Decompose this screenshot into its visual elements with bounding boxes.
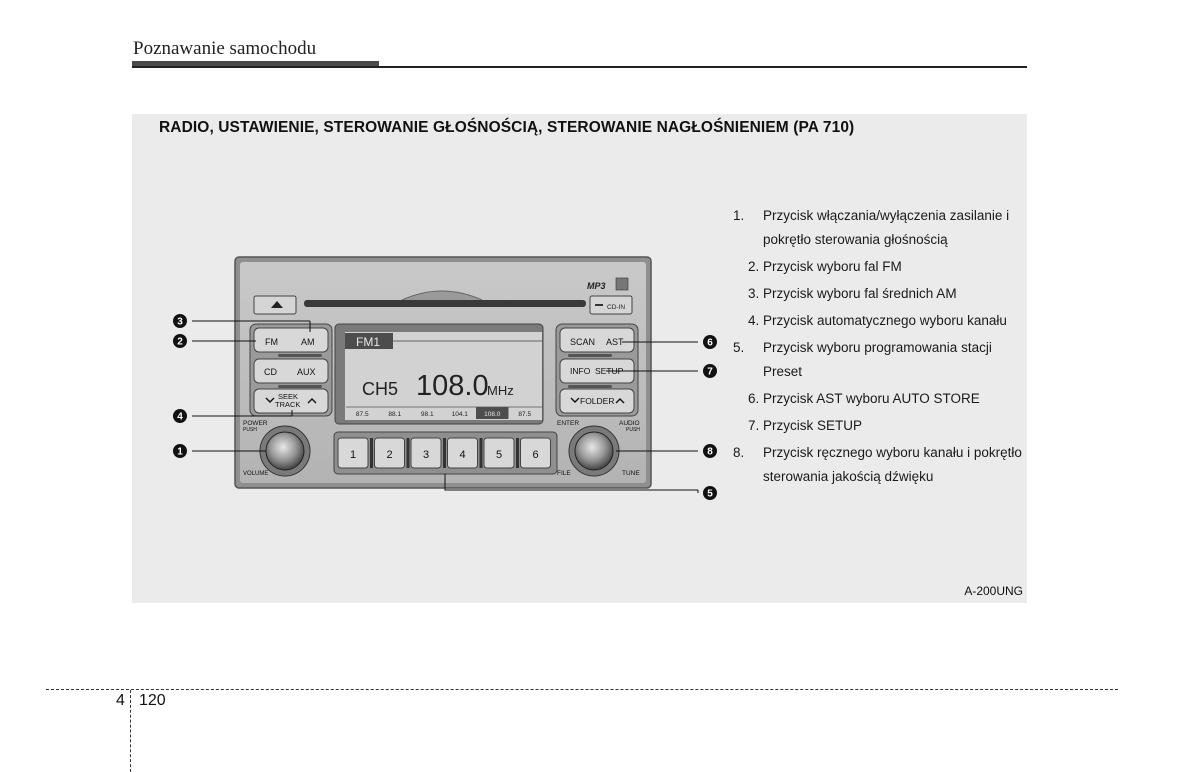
setup-label: SETUP <box>595 366 624 376</box>
preset-label: 6 <box>532 449 539 461</box>
callout-number: 1 <box>177 446 183 458</box>
preset-button-2[interactable] <box>375 438 405 468</box>
tune-knob[interactable] <box>569 426 619 476</box>
display-unit: MHz <box>487 383 514 398</box>
legend-list <box>733 204 1023 492</box>
cd-aux-button[interactable] <box>254 359 328 383</box>
fm-am-divider <box>278 354 322 357</box>
display-frequency: 108.0 <box>416 370 489 402</box>
scan-ast-button[interactable] <box>560 328 634 352</box>
scan-label: SCAN <box>570 337 596 347</box>
scale-tick-label: 87.5 <box>518 411 532 418</box>
preset-label: 5 <box>495 449 503 461</box>
info-label: INFO <box>570 366 591 376</box>
preset-divider <box>516 438 519 468</box>
fm-am-button[interactable] <box>254 328 328 352</box>
callout-number: 6 <box>707 337 713 349</box>
cd-in-label: CD-IN <box>607 304 626 311</box>
power-label: POWER <box>243 420 268 427</box>
seek-label: SEEK <box>278 392 299 401</box>
scale-tick-label: 98.1 <box>420 411 434 418</box>
cd-in-button[interactable] <box>590 296 632 314</box>
tune-label: TUNE <box>622 470 640 477</box>
scale-tick-label: 108.0 <box>484 411 501 418</box>
preset-divider <box>443 438 446 468</box>
callout-number: 4 <box>177 411 183 423</box>
callout-number: 8 <box>707 446 713 458</box>
callout-number: 5 <box>707 488 713 500</box>
scale-tick-label: 87.5 <box>355 411 369 418</box>
volume-label: VOLUME <box>243 471 269 477</box>
preset-label: 3 <box>422 449 430 461</box>
figure-code: A-200UNG <box>964 584 1023 598</box>
preset-button-3[interactable] <box>411 438 441 468</box>
callout-marker-4 <box>173 409 187 423</box>
callout-number: 3 <box>177 316 183 328</box>
callout-marker-5 <box>703 486 717 500</box>
scale-tick-label: 104.1 <box>451 411 468 418</box>
cd-in-indicator <box>595 304 603 306</box>
legend-item: 6. Przycisk AST wyboru AUTO STORE <box>748 391 980 406</box>
folder-label: FOLDER <box>580 396 615 406</box>
legend-item: 8. Przycisk ręcznego wyboru kanału i pokrętło sterowania jakością dźwięku <box>733 445 1022 484</box>
track-label: TRACK <box>275 400 301 409</box>
eject-button[interactable] <box>254 296 296 314</box>
disc-logo-icon <box>616 278 628 290</box>
scan-ast-divider <box>568 354 612 357</box>
callout-marker-2 <box>173 334 187 348</box>
header-rule <box>132 66 1027 68</box>
scale-tick-label: 88.1 <box>388 411 402 418</box>
callout-number: 7 <box>707 366 713 378</box>
folder-button[interactable] <box>560 389 634 413</box>
legend-item: 5. Przycisk wyboru programowania stacji Preset <box>733 340 992 379</box>
callout-marker-3 <box>173 314 187 328</box>
file-label: FILE <box>557 470 571 477</box>
cd-slot[interactable] <box>304 300 586 307</box>
volume-knob[interactable] <box>260 426 310 476</box>
page-number: 120 <box>139 692 166 709</box>
mp3-logo: MP3 <box>587 281 606 291</box>
audio-label: AUDIO <box>619 420 640 427</box>
preset-divider <box>480 438 483 468</box>
push-left-label: PUSH <box>243 427 257 433</box>
callout-marker-1 <box>173 444 187 458</box>
preset-divider <box>407 438 410 468</box>
preset-label: 4 <box>459 449 466 461</box>
display-channel: CH5 <box>362 379 399 399</box>
preset-button-1[interactable] <box>338 438 368 468</box>
legend-item: 3. Przycisk wyboru fal średnich AM <box>748 286 957 301</box>
cd-label: CD <box>264 367 277 377</box>
footer-rule <box>46 689 1118 690</box>
cd-aux-divider <box>278 385 322 388</box>
info-setup-divider <box>568 385 612 388</box>
legend-item: 4. Przycisk automatycznego wyboru kanału <box>748 313 1007 328</box>
push-right-label: PUSH <box>626 427 640 433</box>
legend-item: 7. Przycisk SETUP <box>748 418 863 433</box>
preset-button-4[interactable] <box>448 438 478 468</box>
ast-label: AST <box>606 337 624 347</box>
section-title: Poznawanie samochodu <box>133 38 317 59</box>
chapter-number: 4 <box>116 692 125 709</box>
preset-button-5[interactable] <box>484 438 514 468</box>
preset-button-6[interactable] <box>521 438 551 468</box>
figure-title: RADIO, USTAWIENIE, STEROWANIE GŁOŚNOŚCIĄ, STEROWANIE NAGŁOŚNIENIEM (PA 710) <box>159 119 855 136</box>
preset-label: 2 <box>386 449 393 461</box>
preset-divider <box>370 438 373 468</box>
fm-label: FM <box>265 337 278 347</box>
display-band: FM1 <box>356 335 380 349</box>
legend-item: 1. Przycisk włączania/wyłączenia zasilanie i pokrętło sterowania głośnością <box>733 208 1010 247</box>
seek-track-button[interactable] <box>254 389 328 413</box>
footer-margin-rule <box>130 690 131 772</box>
callout-marker-6 <box>703 335 717 349</box>
figure-box <box>132 114 1027 603</box>
enter-label: ENTER <box>557 420 580 427</box>
radio-illustration <box>132 114 732 534</box>
preset-label: 1 <box>349 449 357 461</box>
aux-label: AUX <box>297 367 316 377</box>
callout-marker-7 <box>703 364 717 378</box>
legend-item: 2. Przycisk wyboru fal FM <box>748 259 902 274</box>
callout-marker-8 <box>703 444 717 458</box>
am-label: AM <box>301 337 315 347</box>
callout-number: 2 <box>177 336 183 348</box>
